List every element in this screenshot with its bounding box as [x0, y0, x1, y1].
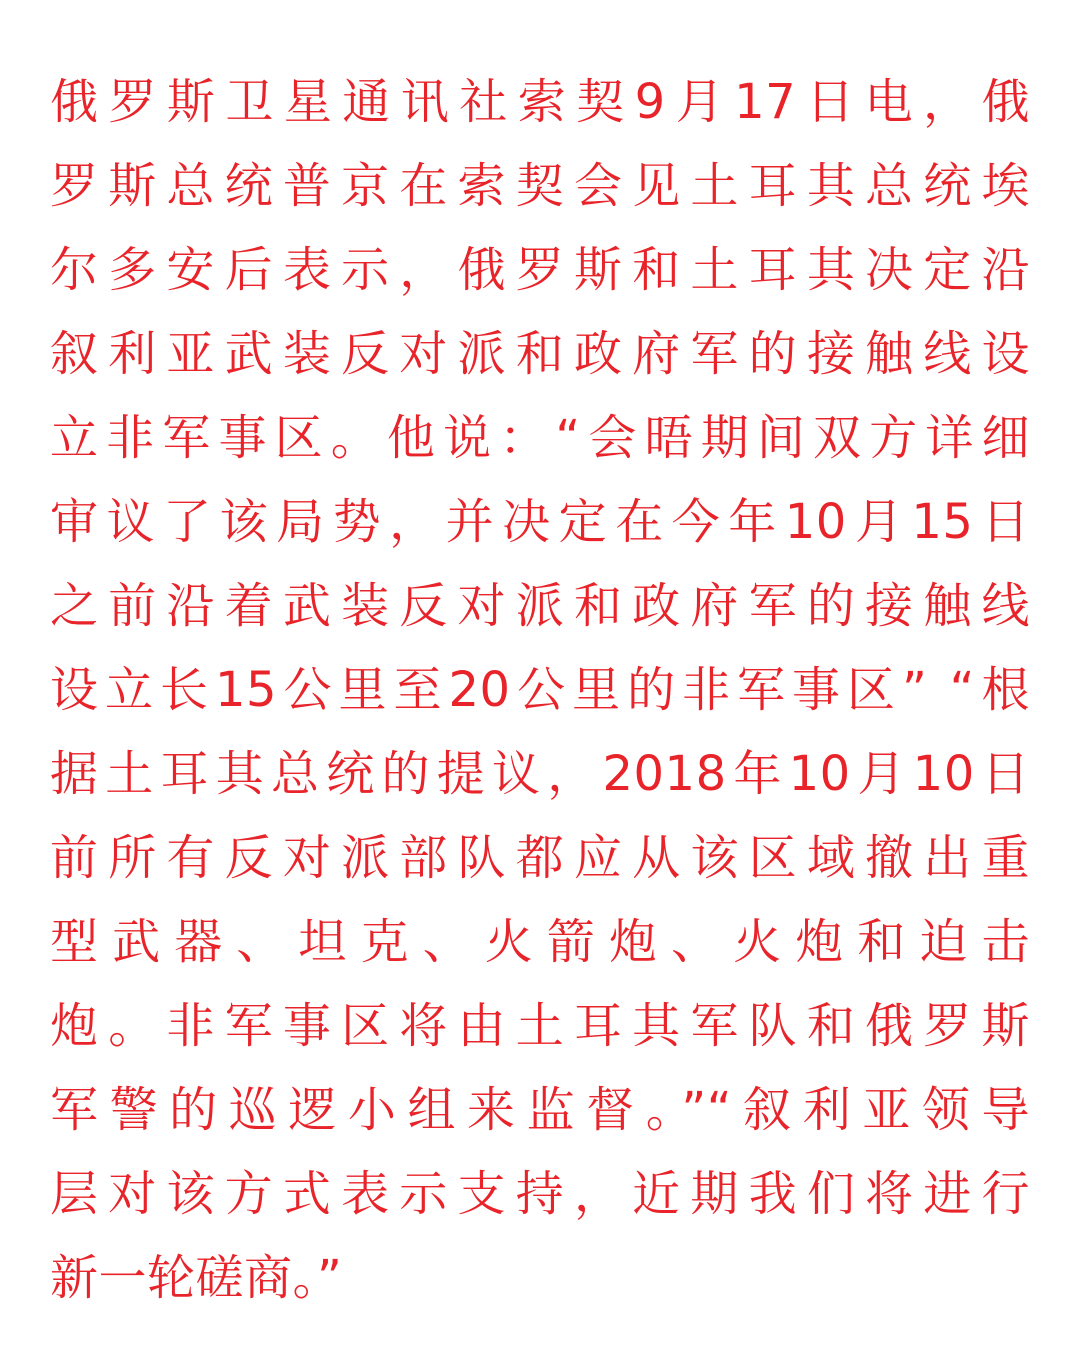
article-line-13: 军警的巡逻小组来监督。”“叙利亚领导	[50, 1082, 1030, 1138]
article-line-3: 尔多安后表示，俄罗斯和土耳其决定沿	[50, 242, 1030, 298]
article-line-2: 罗斯总统普京在索契会见土耳其总统埃	[50, 158, 1030, 214]
article-line-4: 叙利亚武装反对派和政府军的接触线设	[50, 326, 1030, 382]
article-line-8: 设立长15公里至20公里的非军事区” “根	[50, 662, 1030, 718]
article-line-12: 炮。非军事区将由土耳其军队和俄罗斯	[50, 998, 1030, 1054]
article-line-9: 据土耳其总统的提议，2018年10月10日	[50, 746, 1030, 802]
article-line-5: 立非军事区。他说：“会晤期间双方详细	[50, 410, 1030, 466]
article-line-11: 型武器、坦克、火箭炮、火炮和迫击	[50, 914, 1030, 970]
news-article-body	[50, 60, 1030, 1320]
article-line-6: 审议了该局势，并决定在今年10月15日	[50, 494, 1030, 550]
article-line-10: 前所有反对派部队都应从该区域撤出重	[50, 830, 1030, 886]
article-line-15: 新一轮磋商。”	[50, 1250, 343, 1306]
article-line-14: 层对该方式表示支持，近期我们将进行	[50, 1166, 1030, 1222]
article-line-7: 之前沿着武装反对派和政府军的接触线	[50, 578, 1030, 634]
article-line-1: 俄罗斯卫星通讯社索契9月17日电，俄	[50, 74, 1030, 130]
